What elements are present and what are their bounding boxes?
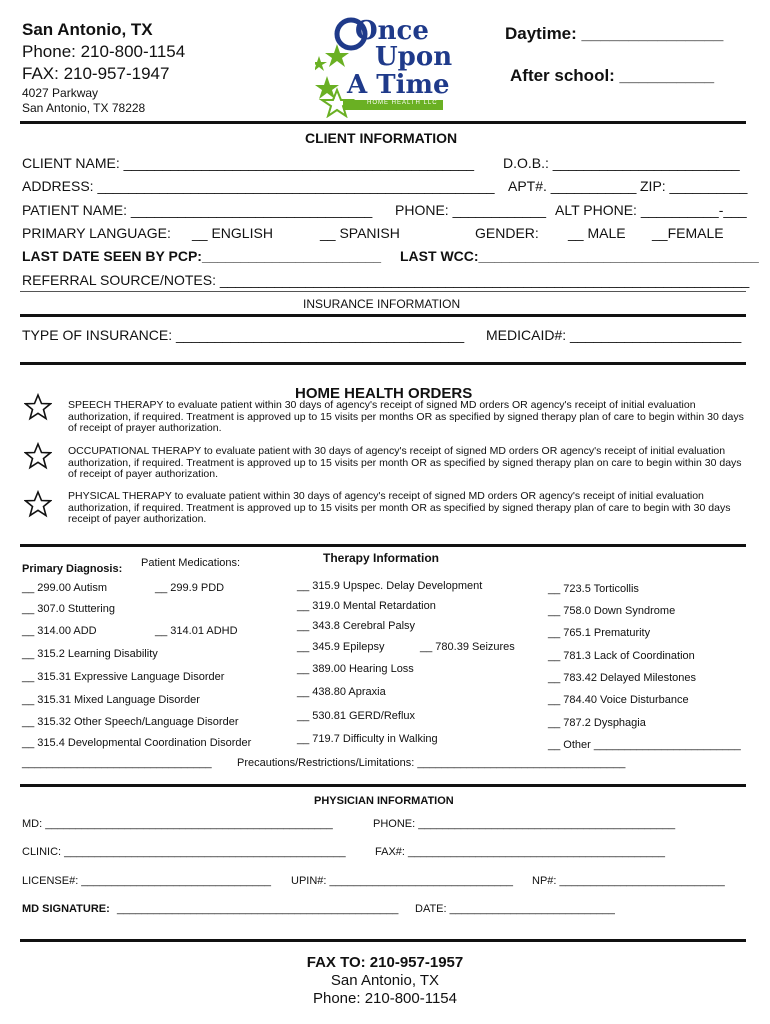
- occupational-therapy-order: OCCUPATIONAL THERAPY to evaluate patient with 30 days of agency's receipt of signed MD orders OR agency's receipt of initial evaluation authorization, if required. Treatment is approved up to 15 visits per month OR as specified by signed therapy plan on care to begin within 30 days of receipt of payer authorization.: [68, 445, 742, 480]
- md-signature-field[interactable]: ______________________________________________: [117, 903, 399, 915]
- address-field[interactable]: ADDRESS: ___________________________________________________: [22, 178, 495, 194]
- insurance-type-field[interactable]: TYPE OF INSURANCE: _____________________________________: [22, 327, 465, 343]
- phone-field[interactable]: PHONE: ____________: [395, 202, 546, 218]
- dx-gerd-reflux[interactable]: __ 530.81 GERD/Reflux: [297, 710, 416, 722]
- spanish-option[interactable]: __ SPANISH: [320, 225, 400, 241]
- dx-learning-disability[interactable]: __ 315.2 Learning Disability: [22, 648, 158, 660]
- dx-autism[interactable]: __ 299.00 Autism: [22, 582, 108, 594]
- apt-field[interactable]: APT#. ___________: [508, 178, 637, 194]
- precautions-blank[interactable]: _______________________________: [22, 757, 212, 769]
- dx-delayed-milestones[interactable]: __ 783.42 Delayed Milestones: [548, 672, 696, 684]
- occupational-star-icon[interactable]: [24, 442, 52, 470]
- daytime-field[interactable]: Daytime: _______________: [505, 24, 724, 43]
- physician-fax-field[interactable]: FAX#: __________________________________________: [375, 846, 665, 858]
- patient-name-field[interactable]: PATIENT NAME: _______________________________: [22, 202, 373, 218]
- therapy-divider: [20, 544, 746, 547]
- dx-developmental-coordination[interactable]: __ 315.4 Developmental Coordination Disorder: [22, 737, 252, 749]
- logo-tagline: HOME HEALTH LLC: [367, 100, 438, 106]
- alt-phone-field[interactable]: ALT PHONE: __________-___: [555, 202, 747, 218]
- footer-city: San Antonio, TX: [330, 972, 440, 989]
- dx-down-syndrome[interactable]: __ 758.0 Down Syndrome: [548, 605, 676, 617]
- dx-hearing-loss[interactable]: __ 389.00 Hearing Loss: [297, 663, 414, 675]
- header-phone: Phone: 210-800-1154: [22, 42, 186, 61]
- header-street: 4027 Parkway: [22, 86, 99, 100]
- physical-therapy-order: PHYSICAL THERAPY to evaluate patient within 30 days of agency's receipt of signed MD orders OR agency's receipt of initial evaluation authorization, if required. Treatment is approved up to 15 visits per month OR as specified by signed therapy plan of care to begin with 30 days receipt of payer authorization.: [68, 490, 731, 525]
- insurance-divider: [20, 314, 746, 317]
- np-field[interactable]: NP#: ___________________________: [532, 875, 725, 887]
- header-divider: [20, 121, 746, 124]
- dx-prematurity[interactable]: __ 765.1 Prematurity: [548, 627, 651, 639]
- client-name-field[interactable]: CLIENT NAME: _____________________________________________: [22, 155, 475, 171]
- last-pcp-field[interactable]: LAST DATE SEEN BY PCP:_______________________: [22, 248, 382, 264]
- dx-mixed-language[interactable]: __ 315.31 Mixed Language Disorder: [22, 694, 200, 706]
- dx-lack-coordination[interactable]: __ 781.3 Lack of Coordination: [548, 650, 695, 662]
- insurance-heading: INSURANCE INFORMATION: [303, 297, 461, 311]
- footer-divider: [20, 939, 746, 942]
- logo-line2: Upon: [375, 42, 453, 72]
- dx-other-speech[interactable]: __ 315.32 Other Speech/Language Disorder: [22, 716, 239, 728]
- header-citystate: San Antonio, TX 78228: [22, 101, 146, 115]
- dx-stuttering[interactable]: __ 307.0 Stuttering: [22, 603, 115, 615]
- gender-label: GENDER:: [475, 225, 539, 241]
- dx-voice-disturbance[interactable]: __ 784.40 Voice Disturbance: [548, 694, 689, 706]
- md-signature-label: MD SIGNATURE:: [22, 903, 110, 915]
- referral-divider: [20, 291, 746, 292]
- upin-field[interactable]: UPIN#: ______________________________: [291, 875, 514, 887]
- dx-epilepsy[interactable]: __ 345.9 Epilepsy: [297, 641, 385, 653]
- signature-date-field[interactable]: DATE: ___________________________: [415, 903, 615, 915]
- header-city: San Antonio, TX: [22, 20, 153, 39]
- dx-difficulty-walking[interactable]: __ 719.7 Difficulty in Walking: [297, 733, 438, 745]
- physician-phone-field[interactable]: PHONE: __________________________________________: [373, 818, 676, 830]
- dob-field[interactable]: D.O.B.: ________________________: [503, 155, 740, 171]
- primary-language-label: PRIMARY LANGUAGE:: [22, 225, 171, 241]
- clinic-field[interactable]: CLINIC: ______________________________________________: [22, 846, 346, 858]
- physician-divider: [20, 784, 746, 787]
- header-fax: FAX: 210-957-1947: [22, 64, 170, 83]
- dx-pdd[interactable]: __ 299.9 PDD: [155, 582, 225, 594]
- logo-line3: A Time: [347, 70, 450, 100]
- precautions-field[interactable]: Precautions/Restrictions/Limitations: __________________________________: [237, 757, 626, 769]
- speech-therapy-order: SPEECH THERAPY to evaluate patient within 30 days of agency's receipt of signed MD orders OR agency's receipt of initial evaluation authorization, if required. Treatment is approved up to 15 visits per months OR as specified by signed therapy plan of care to begin within 30 days of receipt of prayer authorization.: [68, 399, 744, 434]
- physician-heading: PHYSICIAN INFORMATION: [314, 795, 454, 807]
- last-wcc-field[interactable]: LAST WCC:____________________________________: [400, 248, 759, 264]
- orders-divider: [20, 362, 746, 365]
- dx-seizures[interactable]: __ 780.39 Seizures: [420, 641, 515, 653]
- physical-star-icon[interactable]: [24, 490, 52, 518]
- dx-delay-development[interactable]: __ 315.9 Upspec. Delay Development: [297, 580, 483, 592]
- dx-other[interactable]: __ Other ________________________: [548, 739, 741, 751]
- dx-dysphagia[interactable]: __ 787.2 Dysphagia: [548, 717, 646, 729]
- logo-line1: Once: [355, 16, 429, 46]
- dx-cerebral-palsy[interactable]: __ 343.8 Cerebral Palsy: [297, 620, 416, 632]
- dx-torticollis[interactable]: __ 723.5 Torticollis: [548, 583, 639, 595]
- referral-field[interactable]: REFERRAL SOURCE/NOTES: ____________________________________________________________________: [22, 272, 750, 288]
- dx-mental-retardation[interactable]: __ 319.0 Mental Retardation: [297, 600, 436, 612]
- zip-field[interactable]: ZIP: __________: [640, 178, 748, 194]
- medicaid-field[interactable]: MEDICAID#: ______________________: [486, 327, 742, 343]
- after-school-field[interactable]: After school: __________: [510, 66, 715, 85]
- english-option[interactable]: __ ENGLISH: [192, 225, 273, 241]
- patient-medications-label: Patient Medications:: [141, 557, 241, 569]
- md-field[interactable]: MD: _______________________________________________: [22, 818, 333, 830]
- fax-to: FAX TO: 210-957-1957: [306, 954, 464, 971]
- dx-adhd[interactable]: __ 314.01 ADHD: [155, 625, 238, 637]
- dx-add[interactable]: __ 314.00 ADD: [22, 625, 97, 637]
- therapy-info-heading: Therapy Information: [323, 551, 440, 565]
- female-option[interactable]: __FEMALE: [652, 225, 724, 241]
- male-option[interactable]: __ MALE: [568, 225, 626, 241]
- dx-apraxia[interactable]: __ 438.80 Apraxia: [297, 686, 386, 698]
- speech-star-icon[interactable]: [24, 393, 52, 421]
- primary-diagnosis-label: Primary Diagnosis:: [22, 563, 123, 575]
- footer-phone: Phone: 210-800-1154: [312, 990, 457, 1007]
- orders-heading: HOME HEALTH ORDERS: [295, 385, 473, 402]
- license-field[interactable]: LICENSE#: _______________________________: [22, 875, 271, 887]
- company-logo: [315, 14, 460, 118]
- client-info-heading: CLIENT INFORMATION: [305, 130, 458, 146]
- dx-expressive-language[interactable]: __ 315.31 Expressive Language Disorder: [22, 671, 225, 683]
